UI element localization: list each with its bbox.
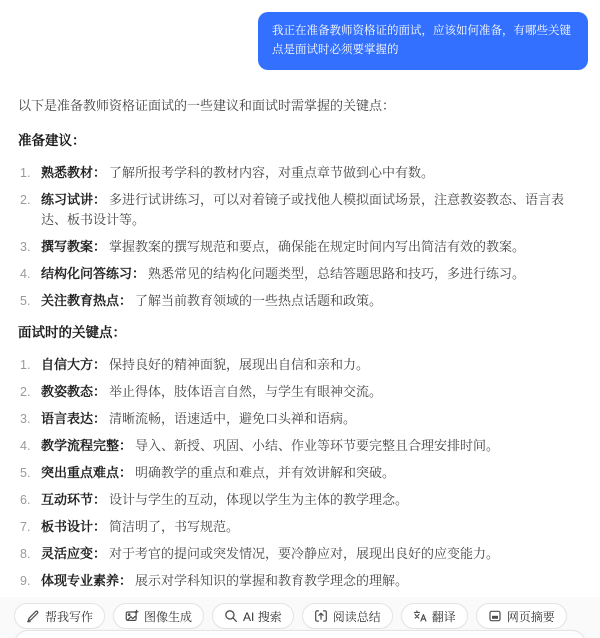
list-item	[18, 571, 584, 591]
item-label: 语言表达	[41, 411, 94, 426]
toolbar-button-translate[interactable]	[401, 603, 468, 629]
toolbar-button-ai-search[interactable]	[212, 603, 294, 629]
list-item	[18, 190, 584, 230]
item-label: 关注教育热点	[41, 293, 120, 308]
translate-icon	[413, 609, 427, 623]
toolbar-button-label: AI 搜索	[243, 609, 282, 624]
item-label: 突出重点难点	[41, 465, 120, 480]
item-separator: ：	[119, 573, 133, 588]
toolbar-button-label: 图像生成	[144, 609, 193, 624]
item-label: 教姿教态	[41, 384, 94, 399]
list-item	[18, 355, 584, 375]
item-text: 导入、新授、巩固、小结、作业等环节要完整且合理安排时间。	[135, 438, 500, 453]
toolbar-button-label: 网页摘要	[506, 609, 555, 624]
toolbar-button-image-generation[interactable]	[113, 603, 204, 629]
numbered-list	[18, 163, 584, 311]
section-heading: 准备建议：	[18, 133, 86, 148]
item-text: 熟悉常见的结构化问题类型，总结答题思路和技巧，多进行练习。	[148, 266, 526, 281]
list-item	[18, 264, 584, 284]
item-text: 简洁明了，书写规范。	[109, 519, 240, 534]
item-label: 体现专业素养	[41, 573, 120, 588]
skill-toolbar	[14, 603, 567, 629]
item-label: 互动环节	[41, 492, 94, 507]
item-separator: ：	[93, 546, 107, 561]
toolbar-button-help-me-write[interactable]	[14, 603, 105, 629]
item-label: 灵活应变	[41, 546, 94, 561]
list-item	[18, 544, 584, 564]
list-item	[18, 291, 584, 311]
item-separator: ：	[93, 384, 107, 399]
item-text: 掌握教案的撰写规范和要点，确保能在规定时间内写出简洁有效的教案。	[109, 239, 526, 254]
search-icon	[224, 609, 238, 623]
list-item	[18, 382, 584, 402]
item-separator: ：	[93, 492, 107, 507]
item-separator: ：	[93, 239, 107, 254]
toolbar-button-label: 帮我写作	[45, 609, 94, 624]
toolbar-button-web-summary[interactable]	[476, 603, 567, 629]
list-item	[18, 463, 584, 483]
item-separator: ：	[93, 165, 107, 180]
assistant-intro: 以下是准备教师资格证面试的一些建议和面试时需掌握的关键点：	[18, 98, 396, 113]
item-label: 练习试讲	[41, 192, 94, 207]
item-separator: ：	[93, 192, 107, 207]
item-separator: ：	[119, 465, 133, 480]
item-separator: ：	[119, 293, 133, 308]
toolbar-button-label: 阅读总结	[332, 609, 381, 624]
item-separator: ：	[119, 438, 133, 453]
toolbar-button-label: 翻译	[431, 609, 456, 624]
list-item	[18, 163, 584, 183]
reading-icon	[314, 609, 328, 623]
item-separator: ：	[132, 266, 146, 281]
numbered-list	[18, 355, 584, 591]
item-text: 了解当前教育领域的一些热点话题和政策。	[135, 293, 383, 308]
list-item	[18, 436, 584, 456]
user-message-bubble: 我正在准备教师资格证的面试，应该如何准备，有哪些关键点是面试时必须要掌握的	[258, 12, 588, 70]
list-item	[18, 517, 584, 537]
assistant-message	[18, 96, 584, 598]
item-label: 结构化问答练习	[41, 266, 133, 281]
toolbar-button-reading-summary[interactable]	[302, 603, 393, 629]
item-label: 教学流程完整	[41, 438, 120, 453]
item-label: 撰写教案	[41, 239, 94, 254]
item-text: 多进行试讲练习，可以对着镜子或找他人模拟面试场景，注意教姿教态、语言表达、板书设计等。	[41, 192, 565, 227]
section-heading: 面试时的关键点：	[18, 325, 126, 340]
item-text: 保持良好的精神面貌，展现出自信和亲和力。	[109, 357, 370, 372]
item-label: 板书设计	[41, 519, 94, 534]
item-label: 自信大方	[41, 357, 94, 372]
item-text: 对于考官的提问或突发情况，要冷静应对，展现出良好的应变能力。	[109, 546, 500, 561]
item-text: 设计与学生的互动，体现以学生为主体的教学理念。	[109, 492, 409, 507]
item-separator: ：	[93, 357, 107, 372]
item-text: 举止得体，肢体语言自然，与学生有眼神交流。	[109, 384, 383, 399]
list-item	[18, 490, 584, 510]
chat-input[interactable]	[14, 630, 586, 638]
list-item	[18, 237, 584, 257]
item-text: 展示对学科知识的掌握和教育教学理念的理解。	[135, 573, 409, 588]
item-text: 清晰流畅，语速适中，避免口头禅和语病。	[109, 411, 357, 426]
list-item	[18, 409, 584, 429]
item-separator: ：	[93, 519, 107, 534]
image-icon	[125, 609, 139, 623]
webpage-icon	[488, 609, 502, 623]
pen-icon	[26, 609, 40, 623]
item-separator: ：	[93, 411, 107, 426]
item-text: 明确教学的重点和难点，并有效讲解和突破。	[135, 465, 396, 480]
item-label: 熟悉教材	[41, 165, 94, 180]
assistant-sections	[18, 129, 584, 591]
item-text: 了解所报考学科的教材内容，对重点章节做到心中有数。	[109, 165, 435, 180]
